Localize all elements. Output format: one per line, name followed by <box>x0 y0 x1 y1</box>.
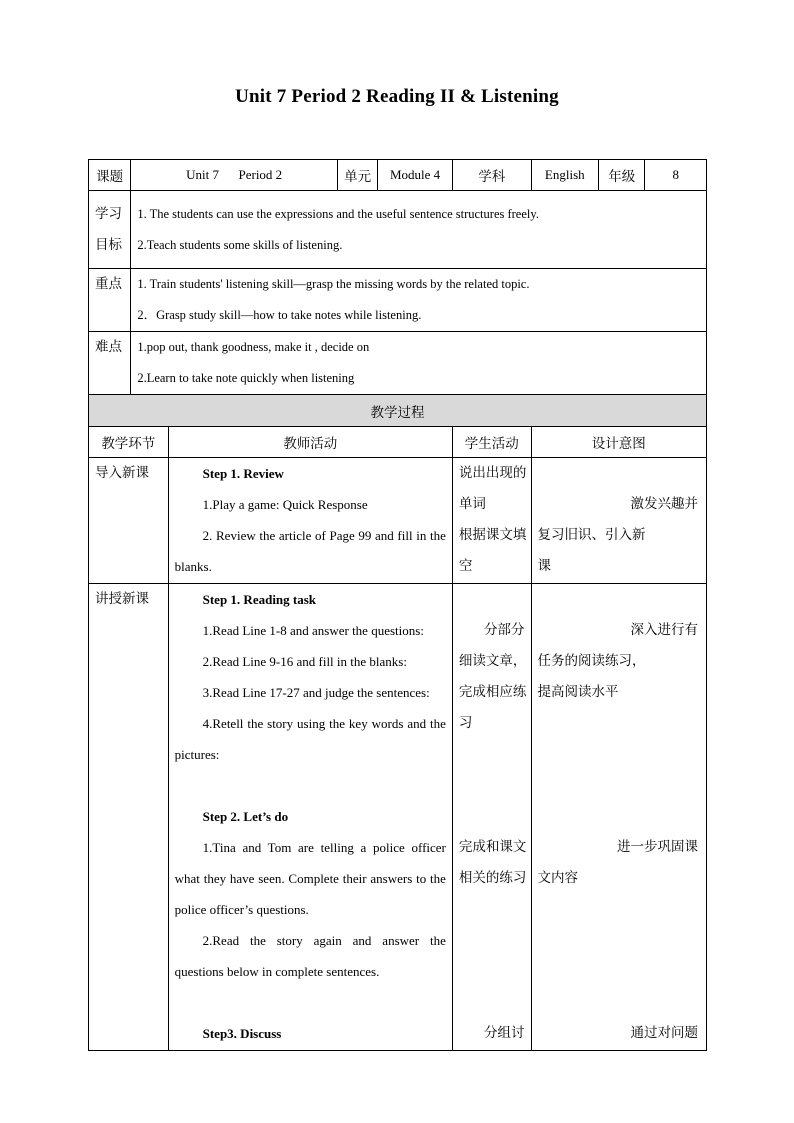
topic-label: 课题 <box>89 160 131 191</box>
new-lesson-intent: 深入进行有 任务的阅读练习， 提高阅读水平 进一步巩固课 文内容 通过对问题 <box>531 584 706 1051</box>
key-points-label: 重点 <box>89 269 131 332</box>
col-intent: 设计意图 <box>531 427 706 458</box>
lead-in-item: 2. Review the article of Page 99 and fill in the blanks. <box>174 528 446 574</box>
reading-step-item: 3.Read Line 17-27 and judge the sentences: <box>202 685 430 700</box>
lead-in-item: 1.Play a game: Quick Response <box>202 497 368 512</box>
lead-in-teacher <box>168 458 452 584</box>
difficulties-content <box>131 332 707 395</box>
process-heading-row <box>89 395 707 427</box>
reading-step-title: Step 1. Reading task <box>202 592 317 607</box>
unit-label: 单元 <box>337 160 377 191</box>
new-lesson-row <box>89 584 707 1051</box>
objectives-row <box>89 191 707 269</box>
reading-step-item: 1.Read Line 1-8 and answer the questions: <box>202 623 424 638</box>
lets-do-item: 1.Tina and Tom are telling a police officer what they have seen. Complete their answers to the police officer’s questions. <box>174 840 446 917</box>
col-teacher: 教师活动 <box>168 427 452 458</box>
objectives-content <box>131 191 707 269</box>
difficulties-label: 难点 <box>89 332 131 395</box>
col-student: 学生活动 <box>452 427 531 458</box>
info-row <box>89 160 707 191</box>
key-points-content <box>131 269 707 332</box>
grade-value: 8 <box>645 160 707 191</box>
lead-in-stage: 导入新课 <box>89 458 169 584</box>
objective-item: 2.Teach students some skills of listening. <box>137 238 343 252</box>
discuss-step-title: Step3. Discuss <box>202 1026 282 1041</box>
key-point-item: 2．Grasp study skill—how to take notes while listening. <box>137 308 422 322</box>
new-lesson-stage: 讲授新课 <box>89 584 169 1051</box>
objectives-label-line-2: 目标 <box>95 237 122 253</box>
topic-value: Unit 7 Period 2 <box>131 160 338 191</box>
unit-value: Module 4 <box>378 160 453 191</box>
lead-in-intent: 激发兴趣并 复习旧识、引入新 课 <box>531 458 706 584</box>
new-lesson-teacher <box>168 584 452 1051</box>
lead-in-student: 说出出现的 单词 根据课文填 空 <box>452 458 531 584</box>
key-point-item: 1. Train students' listening skill—grasp the missing words by the related topic. <box>137 277 530 291</box>
document-title: Unit 7 Period 2 Reading II & Listening <box>235 86 559 107</box>
objectives-label <box>89 191 131 269</box>
lets-do-step-title: Step 2. Let’s do <box>202 809 289 824</box>
process-columns-row <box>89 427 707 458</box>
difficulty-item: 2.Learn to take note quickly when listening <box>137 371 355 385</box>
lead-in-step-title: Step 1. Review <box>202 466 284 481</box>
reading-step-item: 2.Read Line 9-16 and fill in the blanks: <box>202 654 407 669</box>
lesson-plan-table <box>88 159 707 1051</box>
objective-item: 1. The students can use the expressions and the useful sentence structures freely. <box>137 207 539 221</box>
objectives-label-line-1: 学习 <box>95 206 122 222</box>
col-stage: 教学环节 <box>89 427 169 458</box>
reading-step-item: 4.Retell the story using the key words and the pictures: <box>174 716 446 762</box>
key-points-row <box>89 269 707 332</box>
subject-label: 学科 <box>452 160 531 191</box>
lead-in-row <box>89 458 707 584</box>
difficulty-item: 1.pop out, thank goodness, make it , decide on <box>137 340 370 354</box>
process-heading: 教学过程 <box>89 395 707 427</box>
new-lesson-student: 分部分 细读文章， 完成相应练 习 完成和课文 相关的练习 分组讨 <box>452 584 531 1051</box>
difficulties-row <box>89 332 707 395</box>
grade-label: 年级 <box>599 160 645 191</box>
subject-value: English <box>531 160 599 191</box>
lets-do-item: 2.Read the story again and answer the questions below in complete sentences. <box>174 933 446 979</box>
